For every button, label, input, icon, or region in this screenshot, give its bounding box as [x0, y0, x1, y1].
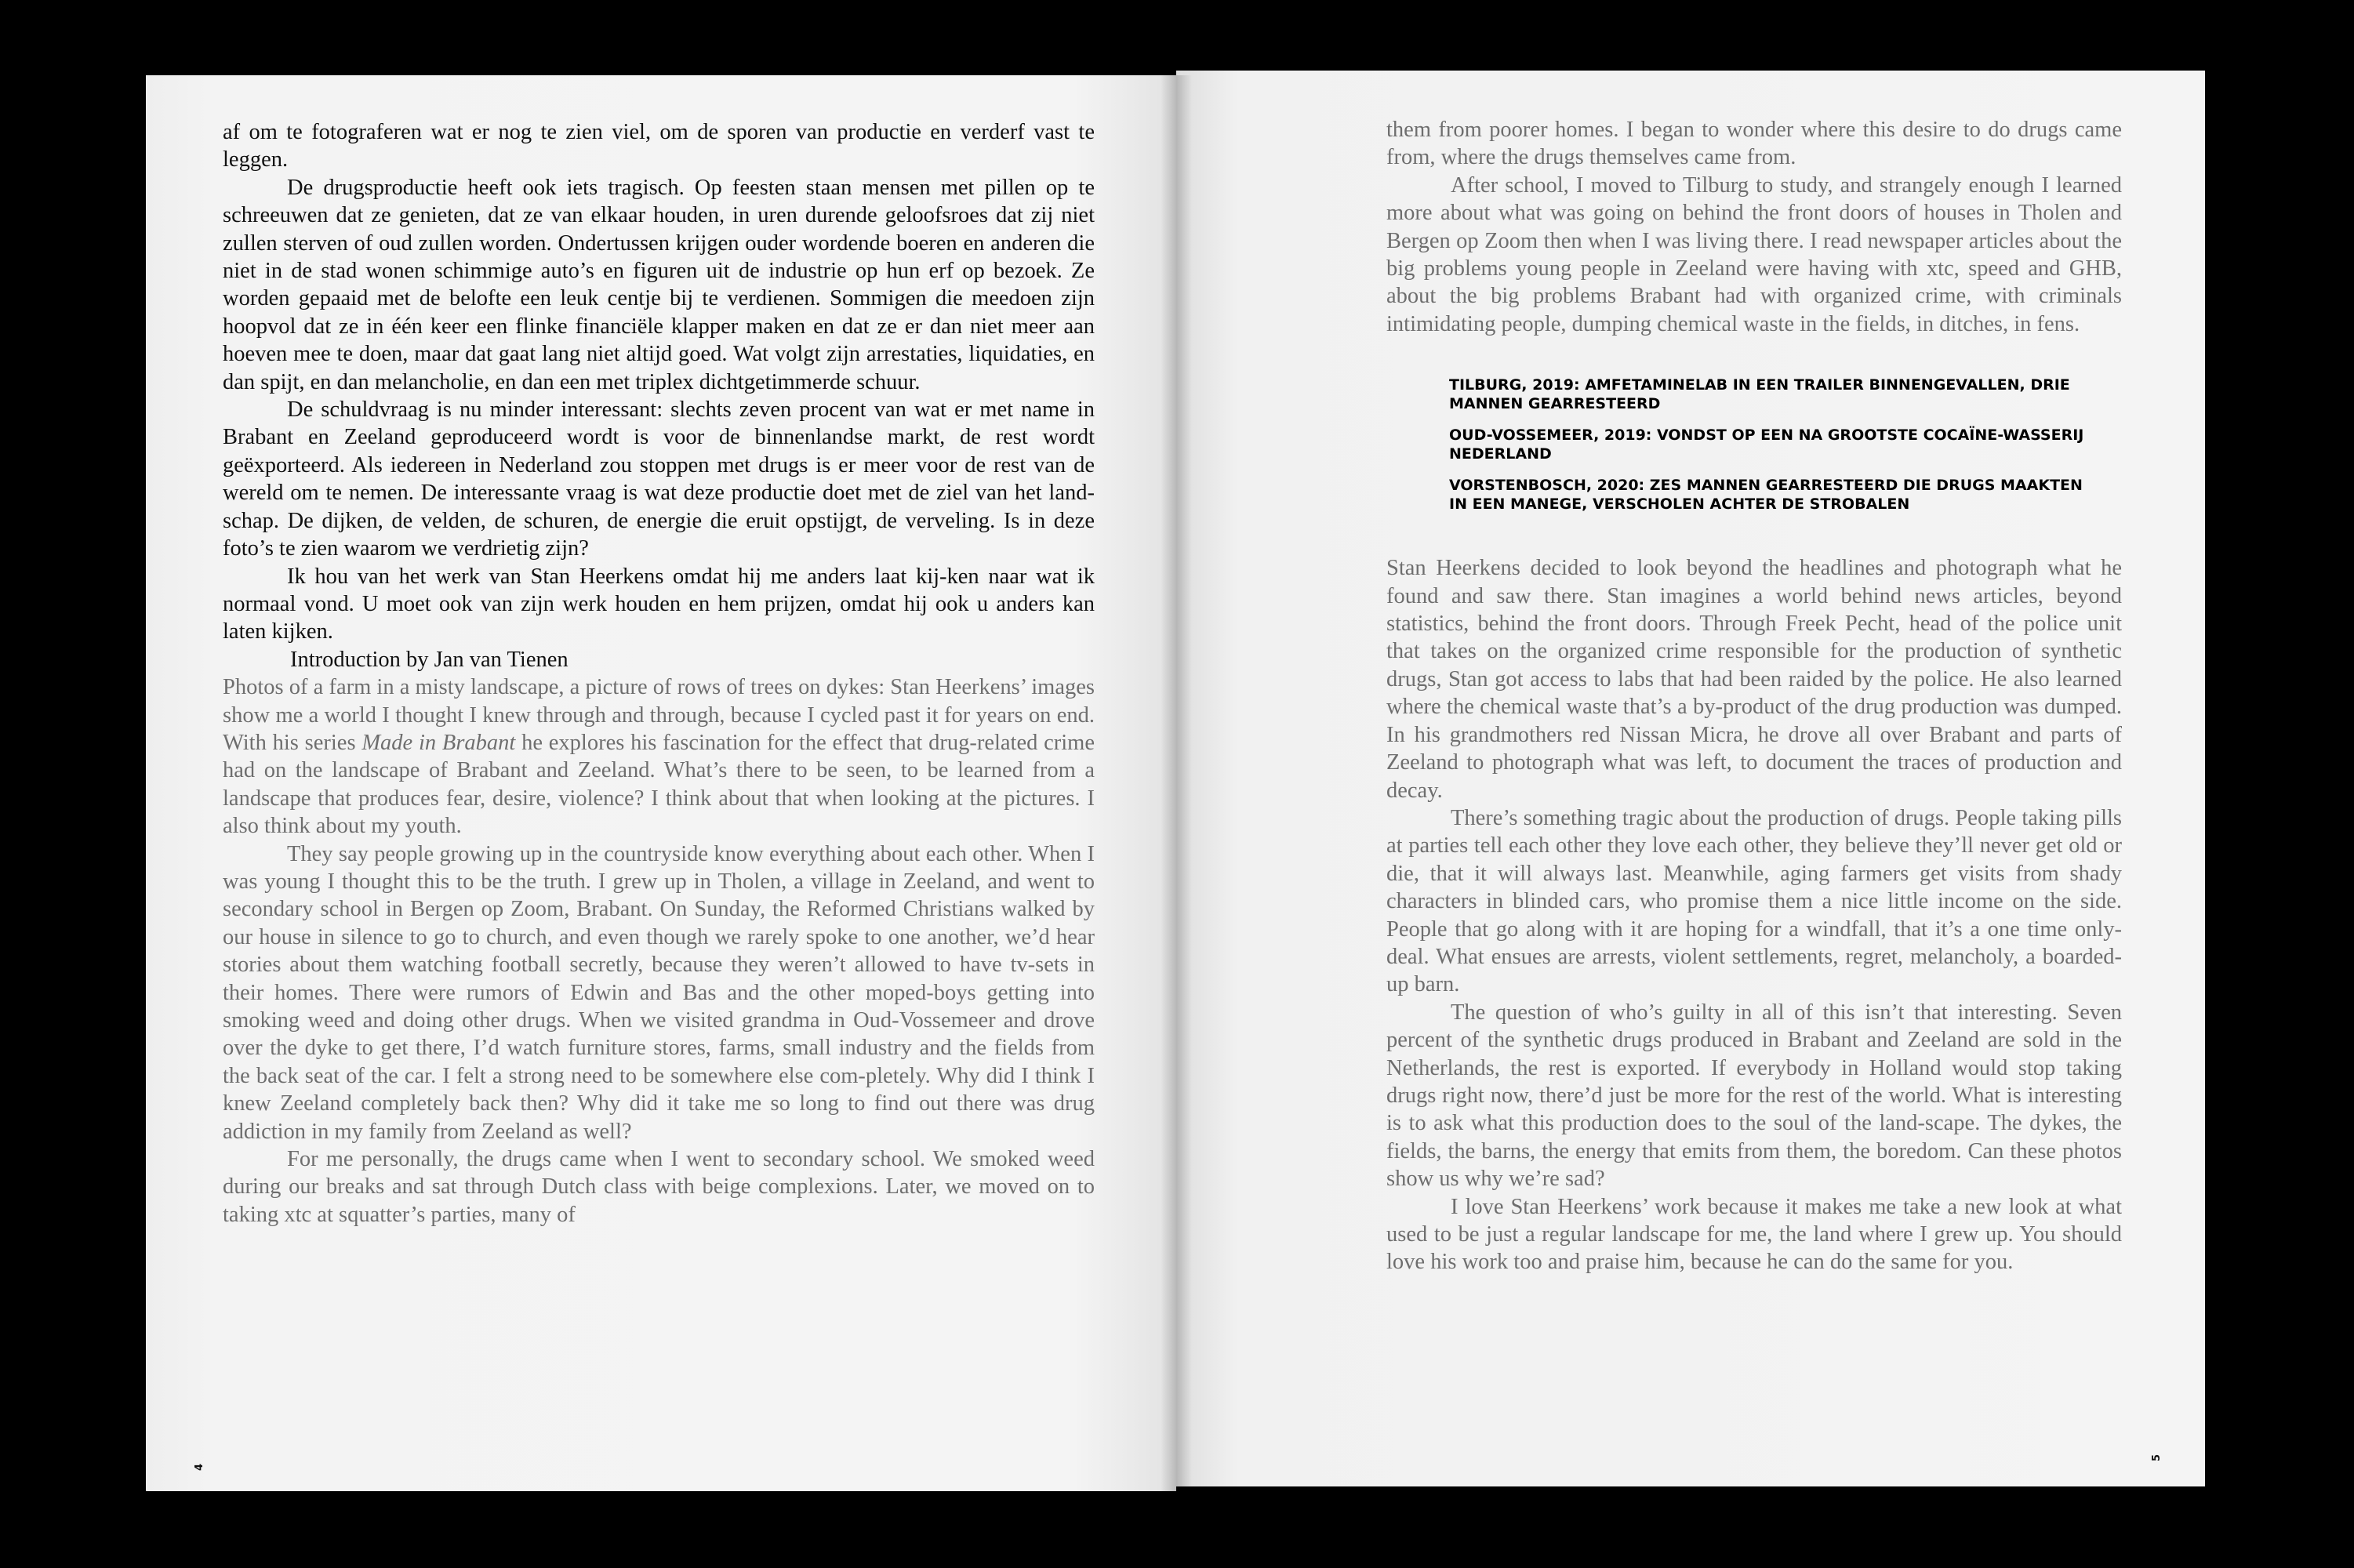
intro-heading: Introduction by Jan van Tienen [290, 647, 569, 672]
english-paragraph: There’s something tragic about the production of drugs. People taking pills at parties tell each other they love each other, they believe they’ll never get old or die, that it will always last. Meanwhile, aging farmers get visits from shady characters in blinded cars, who promise them a nice little income on the side. People that go along with it are hoping for a windfall, that it’s a one time only-deal. What ensues are arrests, violent settlements, regret, melancholy, a boarded-up barn. [1386, 805, 2122, 997]
english-text: Photos of a farm in a misty landscape, a picture of rows of trees on dykes: Stan Heerkens’ images show me a world I thought I knew through and through, because I cycled past it for years on end. With his series [223, 675, 1095, 755]
page-number-left: 4 [194, 1463, 206, 1472]
dutch-paragraph: af om te fotograferen wat er nog te zien viel, om de sporen van productie en verderf vast te leggen. [223, 120, 1095, 172]
dutch-paragraph: Ik hou van het werk van Stan Heerkens omdat hij me anders laat kij-ken naar wat ik normaal vond. U moet ook van zijn werk houden en hem prijzen, omdat hij ook u anders kan laten kijken. [223, 564, 1095, 644]
english-paragraph: Stan Heerkens decided to look beyond the headlines and photograph what he found and saw there. Stan imagines a world behind news articles, beyond statistics, behind the front doors. Through Freek Pecht, head of the police unit that takes on the organized crime responsible for the production of synthetic drugs, Stan got access to labs that had been raided by the police. He also learned where the chemical waste that’s a by-product of the drug production was dumped. In his grandmothers red Nissan Micra, he drove all over Brabant and parts of Zeeland to photograph what was left, to document the traces of production and decay. [1386, 556, 2122, 803]
left-page-body [223, 118, 1095, 1229]
english-paragraph: I love Stan Heerkens’ work because it makes me take a new look at what used to be just a regular landscape for me, the land where I grew up. You should love his work too and praise him, because he can do the same for you. [1386, 1194, 2122, 1275]
dutch-paragraph: De drugsproductie heeft ook iets tragisch. Op feesten staan mensen met pillen op te schreeuwen dat ze genieten, dat ze van elkaar houden, in uren durende geloofsroes dat zij niet zullen sterven of oud zullen worden. Ondertussen krijgen ouder wordende boeren en anderen die niet in de stad wonen schimmige auto’s en figuren uit de industrie op hun erf op bezoek. Ze worden gepaaid met de belofte een leuk centje bij te verdienen. Sommigen die meedoen zijn hoopvol dat ze in één keer een flinke financiële klapper maken en dat ze er dan niet meer aan hoeven mee te doen, maar dat gaat lang niet altijd goed. Wat volgt zijn arrestaties, liquidaties, en dan spijt, en dan melancholie, en dan een met triplex dichtgetimmerde schuur. [223, 175, 1095, 394]
book-gutter [1161, 75, 1192, 1491]
english-paragraph: them from poorer homes. I began to wonder where this desire to do drugs came from, where the drugs themselves came from. [1386, 118, 2122, 170]
headline: VORSTENBOSCH, 2020: ZES MANNEN GEARRESTEERD DIE DRUGS MAAKTEN IN EEN MANEGE, VERSCHOLEN ACHTER DE STROBALEN [1449, 477, 2083, 514]
english-paragraph: The question of who’s guilty in all of this isn’t that interesting. Seven percent of the synthetic drugs produced in Brabant and Zeeland are sold in the Netherlands, the rest is exported. If everybody in Holland would stop taking drugs right now, there’d just be more for the rest of the world. What is interesting is to ask what this production does to the soul of the land-scape. The dykes, the fields, the barns, the energy that emits from them, the boredom. Can these photos show us why we’re sad? [1386, 1000, 2122, 1192]
english-paragraph [223, 673, 1095, 840]
dutch-paragraph: De schuldvraag is nu minder interessant: slechts zeven procent van wat er met name in Brabant en Zeeland geproduceerd wordt is voor de binnenlandse markt, de rest wordt geëxporteerd. Als iedereen in Nederland zou stoppen met drugs is er meer voor de rest van de wereld om te nemen. De interessante vraag is wat deze productie doet met de ziel van het land-schap. De dijken, de velden, de schuren, de energie die eruit opstijgt, de verveling. Is in deze foto’s te zien waarom we verdrietig zijn? [223, 397, 1095, 561]
english-paragraph: For me personally, the drugs came when I went to secondary school. We smoked weed during our breaks and sat through Dutch class with beige complexions. Later, we moved on to taking xtc at squatter’s parties, many of [223, 1147, 1095, 1227]
headline: OUD-VOSSEMEER, 2019: VONDST OP EEN NA GROOTSTE COCAÏNE-WASSERIJ NEDERLAND [1449, 426, 2084, 463]
right-page-body [1386, 116, 2122, 1276]
english-paragraph: After school, I moved to Tilburg to study, and strangely enough I learned more about what was going on behind the front doors of houses in Tholen and Bergen op Zoom then when I was living there. I read newspaper articles about the big problems young people in Zeeland were having with xtc, speed and GHB, about the big problems Brabant had with organized crime, with criminals intimidating people, dumping chemical waste in the fields, in ditches, in fens. [1386, 172, 2122, 336]
news-headlines [1449, 376, 2092, 514]
page-number-right: 5 [2151, 1454, 2163, 1462]
english-paragraph: They say people growing up in the countryside know everything about each other. When I was young I thought this to be the truth. I grew up in Tholen, a village in Zeeland, and went to secondary school in Bergen op Zoom, Brabant. On Sunday, the Reformed Christians walked by our house in silence to go to church, and even though we rarely spoke to one another, we’d hear stories about them watching football secretly, because they weren’t allowed to have tv-sets in their homes. There were rumors of Edwin and Bas and the other moped-boys getting into smoking weed and doing other drugs. When we visited grandma in Oud-Vossemeer and drove over the dyke to get there, I’d watch furniture stores, farms, small industry and the fields from the back seat of the car. I felt a strong need to be somewhere else com-pletely. Why did I think I knew Zeeland completely back then? Why did it take me so long to find out there was drug addiction in my family from Zeeland as well? [223, 841, 1095, 1144]
right-page [1176, 71, 2205, 1486]
english-text: he explores his fascination for the effect that drug-related crime had on the landscape of Brabant and Zeeland. What’s there to be seen, to be learned from a landscape that produces fear, desire, violence? I think about that when looking at the pictures. I also think about my youth. [223, 730, 1095, 839]
headline: TILBURG, 2019: AMFETAMINELAB IN EEN TRAILER BINNENGEVALLEN, DRIE MANNEN GEARRESTEERD [1449, 376, 2070, 413]
series-title: Made in Brabant [361, 730, 516, 755]
left-page [146, 75, 1176, 1491]
